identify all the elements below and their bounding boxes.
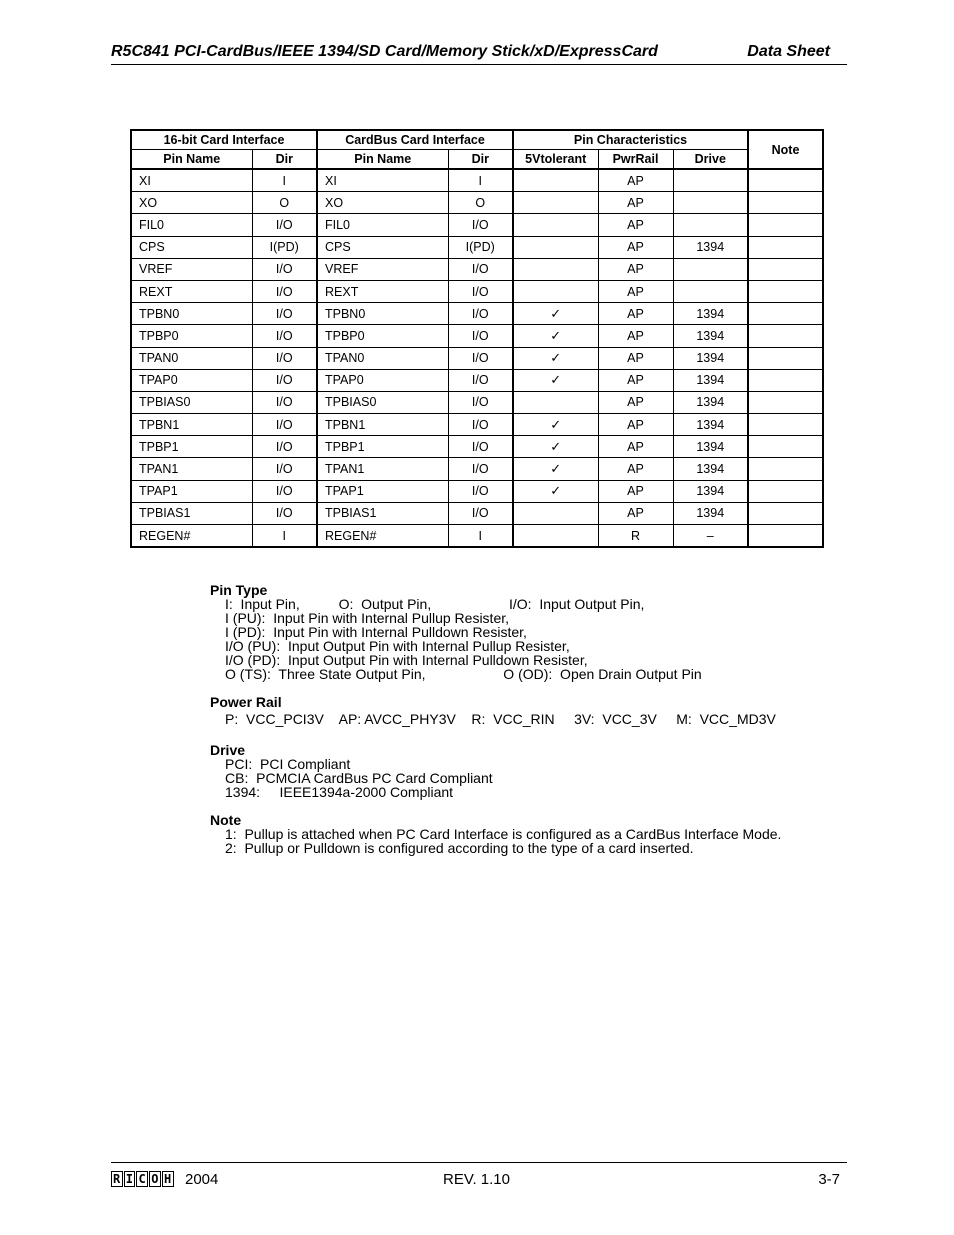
table-cell: 1394: [673, 325, 748, 347]
table-cell: TPBN1: [131, 414, 252, 436]
table-cell: I/O: [448, 303, 513, 325]
group-header-16bit: 16-bit Card Interface: [131, 130, 317, 150]
page-number: 3-7: [818, 1171, 840, 1188]
table-cell: [673, 258, 748, 280]
group-header-pin-characteristics: Pin Characteristics: [513, 130, 748, 150]
table-cell: [673, 214, 748, 236]
table-cell: XI: [317, 169, 448, 192]
table-row: [131, 347, 823, 369]
page-header: [111, 42, 847, 65]
table-cell: AP: [598, 436, 673, 458]
table-row: [131, 280, 823, 302]
table-cell: TPBN0: [317, 303, 448, 325]
table-cell: [748, 436, 823, 458]
table-cell: [748, 258, 823, 280]
table-cell: TPBP0: [131, 325, 252, 347]
table-cell: –: [673, 525, 748, 548]
table-row: [131, 325, 823, 347]
table-cell: VREF: [317, 258, 448, 280]
table-cell: ✓: [513, 480, 598, 502]
table-cell: [673, 192, 748, 214]
table-cell: [513, 236, 598, 258]
table-cell: [748, 347, 823, 369]
legend-line: I (PU): Input Pin with Internal Pullup Resister,: [225, 610, 510, 626]
table-cell: I/O: [448, 369, 513, 391]
table-cell: FIL0: [317, 214, 448, 236]
group-header-note: Note: [748, 130, 823, 169]
table-cell: [748, 169, 823, 192]
table-cell: [748, 369, 823, 391]
legend-line: I/O (PD): Input Output Pin with Internal Pulldown Resister,: [225, 652, 588, 668]
legend: [210, 583, 781, 855]
table-row: [131, 458, 823, 480]
table-cell: AP: [598, 391, 673, 413]
table-cell: AP: [598, 192, 673, 214]
table-cell: [748, 525, 823, 548]
table-cell: TPAP1: [131, 480, 252, 502]
table-cell: I/O: [252, 347, 317, 369]
table-cell: 1394: [673, 369, 748, 391]
table-cell: AP: [598, 347, 673, 369]
table-cell: I/O: [252, 414, 317, 436]
table-row: [131, 258, 823, 280]
table-cell: 1394: [673, 436, 748, 458]
table-cell: 1394: [673, 236, 748, 258]
table-cell: I(PD): [448, 236, 513, 258]
table-cell: ✓: [513, 347, 598, 369]
table-cell: REGEN#: [317, 525, 448, 548]
table-cell: I/O: [252, 325, 317, 347]
table-cell: [748, 480, 823, 502]
legend-line: CB: PCMCIA CardBus PC Card Compliant: [225, 770, 493, 786]
footer-revision: REV. 1.10: [443, 1171, 510, 1188]
table-cell: REGEN#: [131, 525, 252, 548]
document-type: Data Sheet: [747, 43, 830, 60]
table-cell: I/O: [448, 280, 513, 302]
table-cell: TPBP1: [317, 436, 448, 458]
ricoh-logo: R I C O H: [113, 1172, 172, 1186]
table-cell: I/O: [448, 480, 513, 502]
col-header: Pin Name: [131, 150, 252, 170]
document-title: R5C841 PCI-CardBus/IEEE 1394/SD Card/Memory Stick/xD/ExpressCard: [111, 43, 658, 60]
table-cell: I: [448, 169, 513, 192]
table-cell: I/O: [252, 480, 317, 502]
table-cell: [673, 169, 748, 192]
legend-line: P: VCC_PCI3V AP: AVCC_PHY3V R: VCC_RIN 3V: VCC_3V M: VCC_MD3V: [225, 711, 776, 727]
table-cell: TPAP1: [317, 480, 448, 502]
table-cell: O: [448, 192, 513, 214]
table-cell: 1394: [673, 480, 748, 502]
table-row: [131, 169, 823, 192]
table-cell: TPAN0: [317, 347, 448, 369]
table-cell: TPBIAS0: [317, 391, 448, 413]
table-row: [131, 525, 823, 548]
table-cell: [748, 214, 823, 236]
table-cell: I(PD): [252, 236, 317, 258]
table-cell: AP: [598, 325, 673, 347]
table-cell: XO: [131, 192, 252, 214]
table-cell: ✓: [513, 436, 598, 458]
table-cell: [748, 280, 823, 302]
table-cell: [513, 214, 598, 236]
table-cell: I: [448, 525, 513, 548]
col-header: Drive: [673, 150, 748, 170]
table-cell: AP: [598, 502, 673, 524]
table-cell: AP: [598, 414, 673, 436]
table-cell: TPAN1: [131, 458, 252, 480]
table-cell: 1394: [673, 502, 748, 524]
table-cell: [748, 414, 823, 436]
group-header-cardbus: CardBus Card Interface: [317, 130, 513, 150]
table-cell: ✓: [513, 303, 598, 325]
table-cell: TPAN0: [131, 347, 252, 369]
table-cell: TPBN0: [131, 303, 252, 325]
table-cell: 1394: [673, 414, 748, 436]
table-cell: 1394: [673, 303, 748, 325]
table-cell: [513, 525, 598, 548]
table-cell: TPBIAS1: [317, 502, 448, 524]
legend-line: I/O (PU): Input Output Pin with Internal Pullup Resister,: [225, 638, 570, 654]
table-row: [131, 391, 823, 413]
pin-table: [130, 129, 824, 548]
table-cell: I/O: [252, 436, 317, 458]
table-cell: TPBP0: [317, 325, 448, 347]
table-cell: I/O: [448, 502, 513, 524]
col-header: 5Vtolerant: [513, 150, 598, 170]
legend-title: Power Rail: [210, 694, 282, 710]
table-cell: TPBIAS0: [131, 391, 252, 413]
legend-line: 1394: IEEE1394a-2000 Compliant: [225, 784, 454, 800]
legend-title: Pin Type: [210, 582, 268, 598]
table-cell: AP: [598, 214, 673, 236]
legend-title: Note: [210, 812, 242, 828]
table-cell: [748, 236, 823, 258]
table-cell: I/O: [252, 280, 317, 302]
table-row: [131, 214, 823, 236]
table-row: [131, 369, 823, 391]
table-cell: XI: [131, 169, 252, 192]
table-cell: I: [252, 169, 317, 192]
table-cell: ✓: [513, 414, 598, 436]
table-cell: XO: [317, 192, 448, 214]
table-cell: I/O: [252, 502, 317, 524]
table-cell: CPS: [317, 236, 448, 258]
table-cell: AP: [598, 280, 673, 302]
table-row: [131, 480, 823, 502]
table-cell: I/O: [252, 391, 317, 413]
table-cell: I/O: [448, 347, 513, 369]
table-cell: [673, 280, 748, 302]
table-cell: I/O: [448, 436, 513, 458]
table-cell: 1394: [673, 458, 748, 480]
table-cell: I/O: [252, 258, 317, 280]
legend-title: Drive: [210, 742, 246, 758]
legend-line: I: Input Pin, O: Output Pin, I/O: Input Output Pin,: [225, 596, 645, 612]
table-row: [131, 414, 823, 436]
table-cell: [748, 458, 823, 480]
table-cell: AP: [598, 369, 673, 391]
table-cell: [513, 192, 598, 214]
table-cell: [748, 192, 823, 214]
table-cell: REXT: [131, 280, 252, 302]
table-cell: [748, 303, 823, 325]
table-cell: I/O: [252, 369, 317, 391]
table-cell: [513, 280, 598, 302]
table-cell: I/O: [448, 391, 513, 413]
table-cell: TPBN1: [317, 414, 448, 436]
table-cell: I/O: [252, 458, 317, 480]
table-cell: R: [598, 525, 673, 548]
table-cell: TPAP0: [317, 369, 448, 391]
table-cell: CPS: [131, 236, 252, 258]
table-cell: I/O: [448, 325, 513, 347]
table-cell: ✓: [513, 369, 598, 391]
table-cell: I/O: [252, 214, 317, 236]
legend-line: I (PD): Input Pin with Internal Pulldown Resister,: [225, 624, 527, 640]
table-row: [131, 303, 823, 325]
col-header: Dir: [252, 150, 317, 170]
table-cell: TPAP0: [131, 369, 252, 391]
table-cell: AP: [598, 458, 673, 480]
table-cell: VREF: [131, 258, 252, 280]
table-cell: REXT: [317, 280, 448, 302]
table-cell: [748, 325, 823, 347]
legend-drive: [210, 743, 781, 799]
table-cell: ✓: [513, 325, 598, 347]
table-cell: TPAN1: [317, 458, 448, 480]
col-header: Pin Name: [317, 150, 448, 170]
table-cell: ✓: [513, 458, 598, 480]
table-row: [131, 436, 823, 458]
table-cell: 1394: [673, 347, 748, 369]
table-cell: 1394: [673, 391, 748, 413]
table-cell: I/O: [448, 414, 513, 436]
table-cell: FIL0: [131, 214, 252, 236]
legend-note: [210, 813, 781, 855]
table-cell: [513, 502, 598, 524]
col-header: PwrRail: [598, 150, 673, 170]
legend-line: 2: Pullup or Pulldown is configured according to the type of a card inserted.: [225, 840, 694, 856]
table-cell: I/O: [448, 214, 513, 236]
table-cell: [513, 258, 598, 280]
table-cell: [748, 502, 823, 524]
table-cell: O: [252, 192, 317, 214]
table-row: [131, 502, 823, 524]
table-cell: I/O: [448, 458, 513, 480]
legend-line: PCI: PCI Compliant: [225, 756, 351, 772]
legend-power-rail: [210, 695, 781, 726]
table-cell: AP: [598, 258, 673, 280]
page-footer: [111, 1162, 847, 1193]
col-header: Dir: [448, 150, 513, 170]
table-cell: TPBIAS1: [131, 502, 252, 524]
table-cell: I: [252, 525, 317, 548]
table-cell: [513, 391, 598, 413]
table-cell: TPBP1: [131, 436, 252, 458]
table-cell: AP: [598, 236, 673, 258]
pin-table-body: [131, 169, 823, 547]
footer-year: 2004: [185, 1171, 219, 1188]
table-cell: [513, 169, 598, 192]
table-cell: I/O: [252, 303, 317, 325]
legend-line: O (TS): Three State Output Pin, O (OD): Open Drain Output Pin: [225, 666, 702, 682]
table-cell: AP: [598, 303, 673, 325]
table-cell: AP: [598, 169, 673, 192]
table-cell: AP: [598, 480, 673, 502]
table-row: [131, 236, 823, 258]
table-row: [131, 192, 823, 214]
table-cell: [748, 391, 823, 413]
legend-line: 1: Pullup is attached when PC Card Interface is configured as a CardBus Interface Mode.: [225, 826, 782, 842]
legend-pin-type: [210, 583, 781, 681]
table-cell: I/O: [448, 258, 513, 280]
